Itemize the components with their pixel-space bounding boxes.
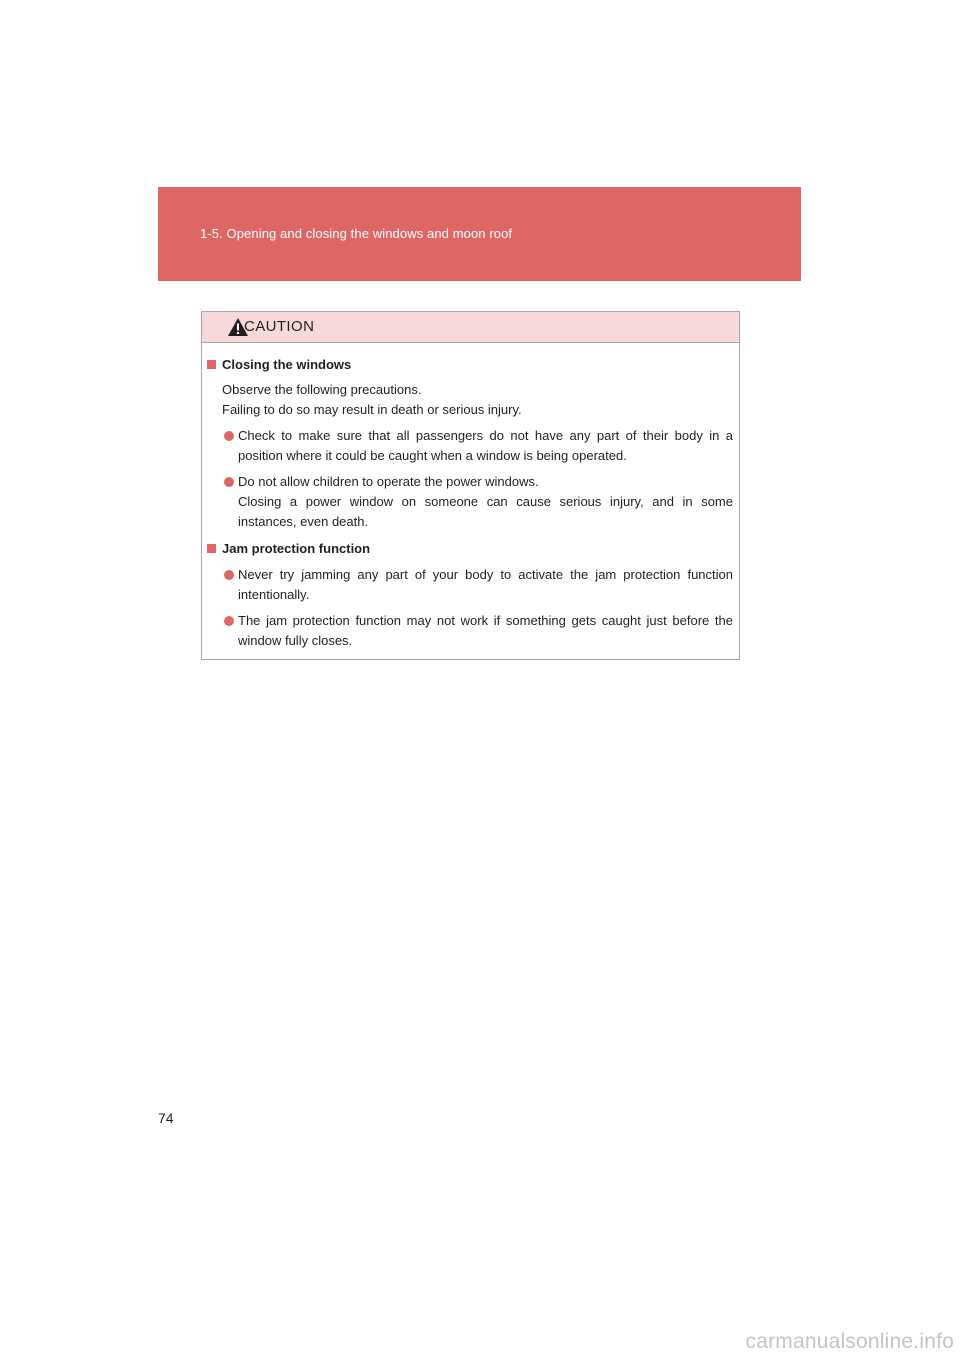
square-bullet-icon — [207, 544, 216, 553]
round-bullet-icon — [224, 477, 234, 487]
list-item — [207, 565, 733, 605]
intro-line: Observe the following precautions. — [222, 382, 422, 397]
watermark: carmanualsonline.info — [745, 1330, 954, 1353]
list-item-text: Closing a power window on someone can cause serious injury, and in some instances, even death. — [238, 494, 733, 529]
section-heading — [207, 539, 733, 559]
section-header-band — [158, 187, 801, 281]
section-title: 1-5. Opening and closing the windows and moon roof — [200, 226, 513, 241]
round-bullet-icon — [224, 431, 234, 441]
caution-section-closing-windows — [207, 355, 733, 532]
caution-title: CAUTION — [244, 318, 315, 335]
round-bullet-icon — [224, 570, 234, 580]
list-item — [207, 426, 733, 466]
square-bullet-icon — [207, 360, 216, 369]
section-heading-text: Closing the windows — [222, 357, 352, 372]
list-item-text: The jam protection function may not work if something gets caught just before the window fully closes. — [238, 613, 733, 648]
list-item-text: Do not allow children to operate the power windows. — [238, 474, 539, 489]
page-number: 74 — [158, 1110, 174, 1126]
section-intro — [207, 380, 733, 420]
intro-line: Failing to do so may result in death or serious injury. — [222, 402, 522, 417]
list-item — [207, 611, 733, 651]
caution-box — [201, 311, 740, 660]
list-item — [207, 472, 733, 532]
caution-section-jam-protection — [207, 539, 733, 651]
list-item-text: Never try jamming any part of your body to activate the jam protection function intentionally. — [238, 567, 733, 602]
section-heading-text: Jam protection function — [222, 541, 371, 556]
section-heading — [207, 355, 733, 375]
round-bullet-icon — [224, 616, 234, 626]
list-item-text: Check to make sure that all passengers do not have any part of their body in a position where it could be caught when a window is being operated. — [238, 428, 733, 463]
caution-body — [202, 343, 739, 651]
caution-header — [202, 312, 739, 343]
